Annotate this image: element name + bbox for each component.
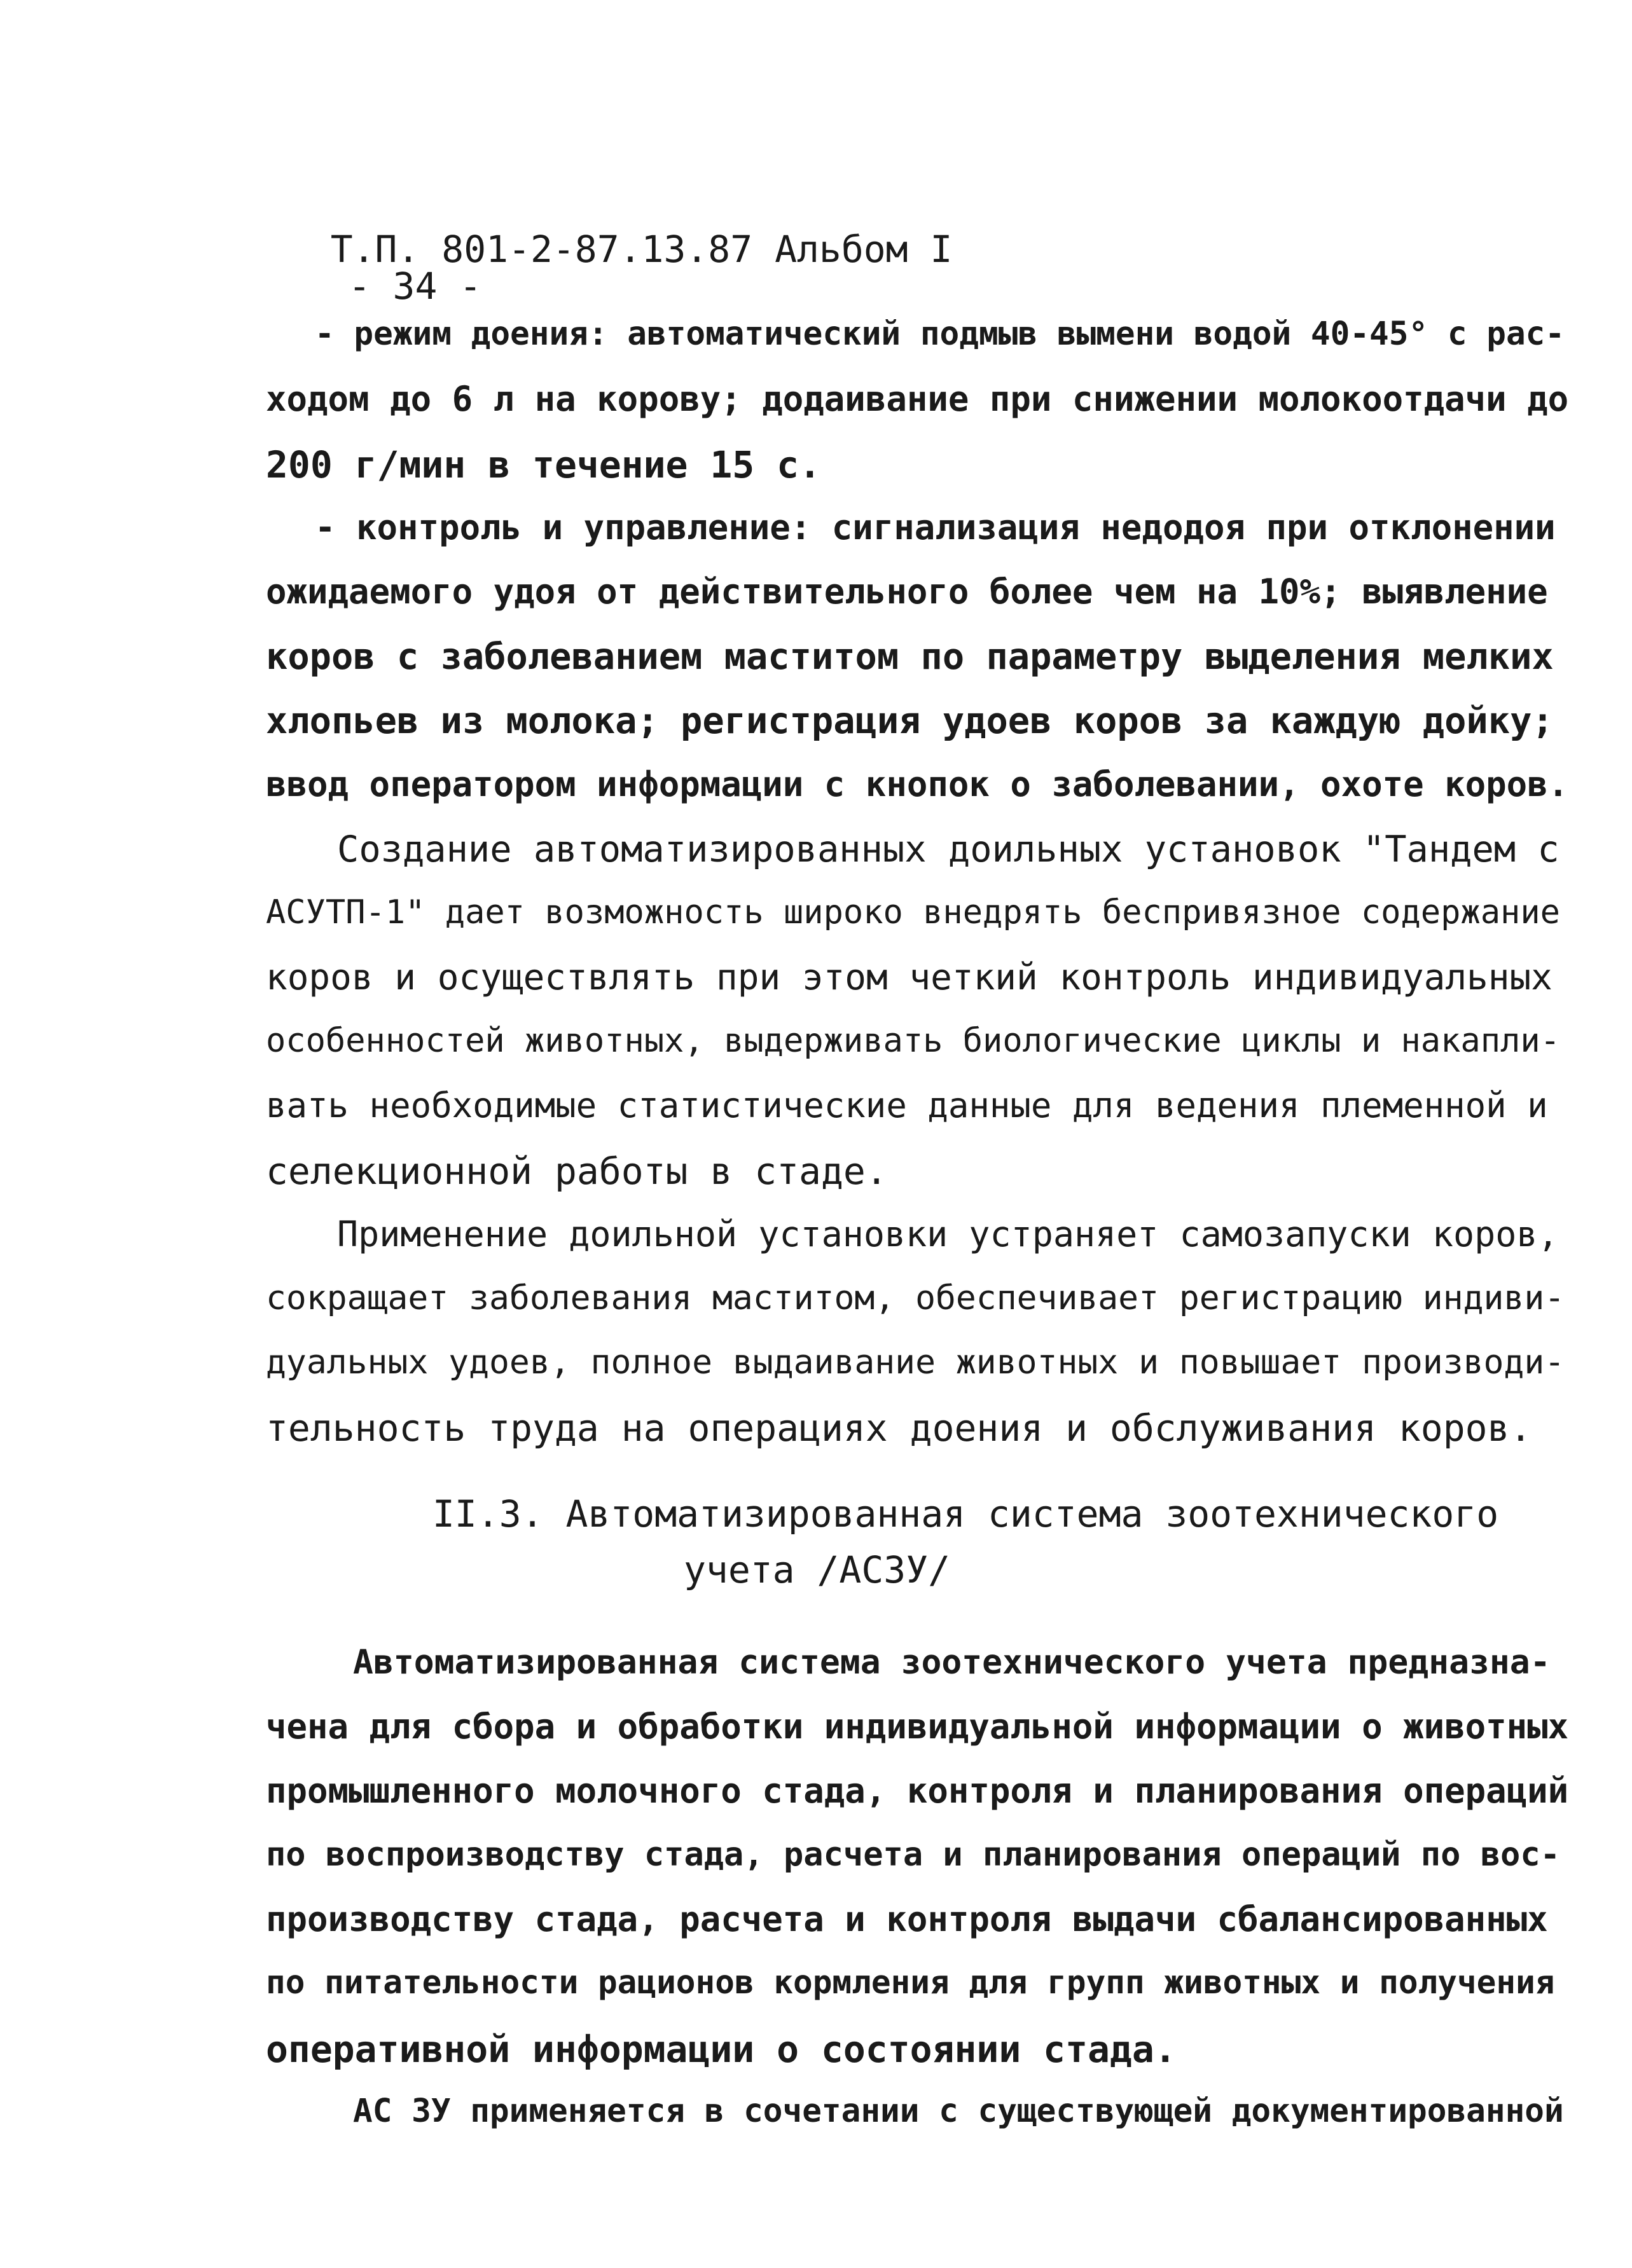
text-line: по воспроизводству стада, расчета и планирования операций по вос- xyxy=(266,1836,1560,1874)
text-line: вать необходимые статистические данные для ведения племенной и xyxy=(266,1085,1548,1125)
text-line: сокращает заболевания маститом, обеспечивает регистрацию индиви- xyxy=(266,1279,1565,1317)
text-line: 200 г/мин в течение 15 с. xyxy=(266,443,821,486)
text-line: ходом до 6 л на корову; додаивание при снижении молокоотдачи до xyxy=(266,379,1569,419)
text-line: по питательности рационов кормления для групп животных и получения xyxy=(266,1964,1555,2002)
text-line: - контроль и управление: сигнализация недодоя при отклонении xyxy=(315,507,1556,547)
text-line: промышленного молочного стада, контроля и планирования операций xyxy=(266,1771,1569,1811)
text-line: дуальных удоев, полное выдаивание животных и повышает производи- xyxy=(266,1343,1565,1382)
text-line: АС ЗУ применяется в сочетании с существующей документированной xyxy=(353,2093,1564,2130)
text-line: АСУТП-1" дает возможность широко внедрять беспривязное содержание xyxy=(266,893,1560,931)
section-heading-line-1: II.3. Автоматизированная система зоотехнического xyxy=(432,1492,1499,1536)
text-line: тельность труда на операциях доения и обслуживания коров. xyxy=(266,1406,1532,1450)
page-number: - 34 - xyxy=(348,265,482,308)
text-line: хлопьев из молока; регистрация удоев коров за каждую дойку; xyxy=(266,700,1554,742)
text-line: Применение доильной установки устраняет самозапуски коров, xyxy=(337,1214,1559,1254)
doc-code: Т.П. 801-2-87.13.87 Альбом I xyxy=(330,228,953,271)
text-line: коров с заболеванием маститом по параметру выделения мелких xyxy=(266,636,1554,678)
text-line: особенностей животных, выдерживать биологические циклы и накапли- xyxy=(266,1022,1560,1060)
text-line: Создание автоматизированных доильных установок "Тандем с xyxy=(337,828,1559,870)
text-line: ввод оператором информации с кнопок о заболевании, охоте коров. xyxy=(266,764,1569,804)
text-line: ожидаемого удоя от действительного более чем на 10%; выявление xyxy=(266,572,1548,612)
text-line: Автоматизированная система зоотехнического учета предназна- xyxy=(353,1643,1551,1682)
text-line: чена для сбора и обработки индивидуальной информации о животных xyxy=(266,1707,1569,1747)
text-line: коров и осуществлять при этом четкий контроль индивидуальных xyxy=(266,957,1552,998)
text-line: селекционной работы в стаде. xyxy=(266,1150,888,1193)
text-line: - режим доения: автоматический подмыв вымени водой 40-45° с рас- xyxy=(315,315,1565,353)
text-line: производству стада, расчета и контроля выдачи сбалансированных xyxy=(266,1899,1548,1939)
section-heading-line-2: учета /АСЗУ/ xyxy=(684,1548,951,1591)
text-line: оперативной информации о состоянии стада. xyxy=(266,2028,1177,2071)
